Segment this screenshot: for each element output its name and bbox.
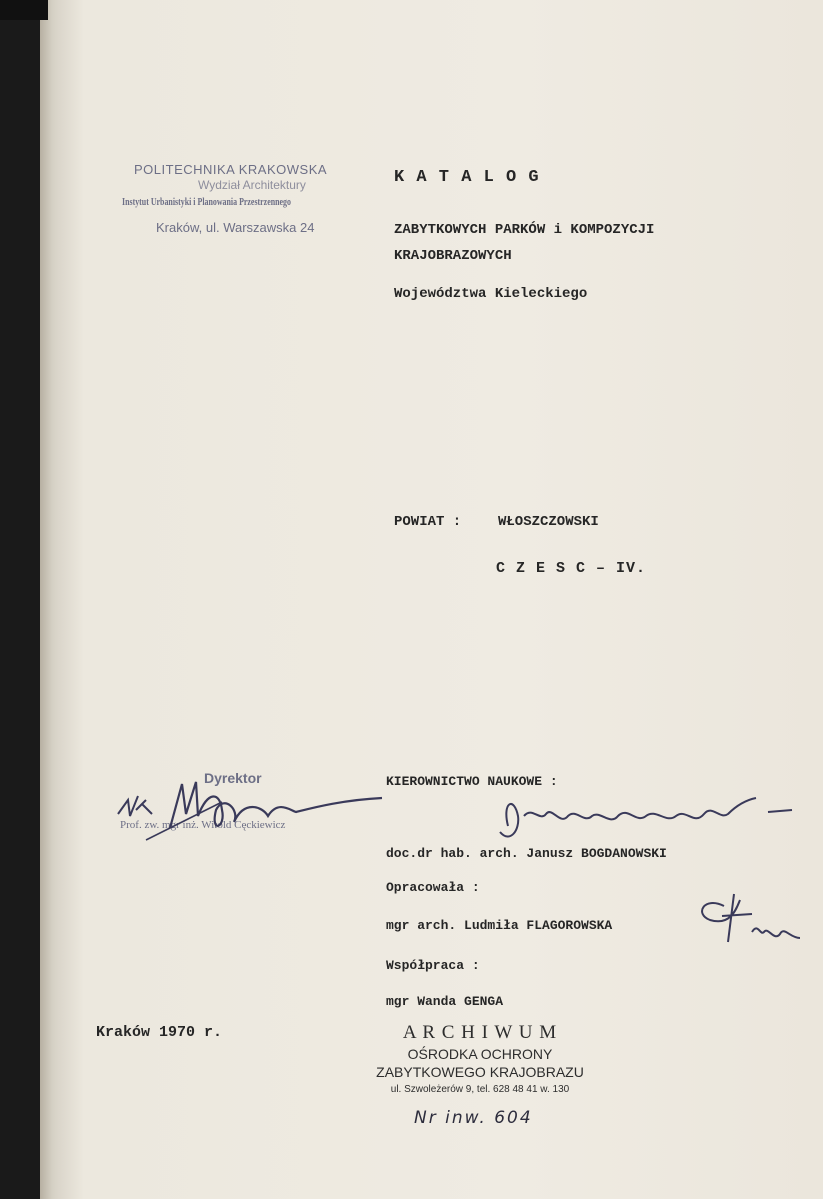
institute-stamp-line2: Wydział Architektury: [198, 178, 306, 192]
archive-stamp-line1: A R C H I W U M: [402, 1022, 558, 1043]
opracowala-label: Opracowała :: [386, 880, 480, 895]
binding-corner: [0, 0, 48, 20]
powiat-value: WŁOSZCZOWSKI: [498, 514, 599, 530]
kierownictwo-label: KIEROWNICTWO NAUKOWE :: [386, 774, 558, 789]
binding-edge: [0, 0, 64, 1199]
kierownictwo-name: doc.dr hab. arch. Janusz BOGDANOWSKI: [386, 846, 667, 861]
place-date: Kraków 1970 r.: [96, 1024, 223, 1041]
title-line1: ZABYTKOWYCH PARKÓW i KOMPOZYCJI: [394, 222, 655, 238]
katalog-heading: K A T A L O G: [394, 168, 540, 187]
institute-stamp-line1: POLITECHNIKA KRAKOWSKA: [134, 162, 328, 177]
powiat-label: POWIAT :: [394, 514, 462, 530]
opracowala-name: mgr arch. Ludmiła FLAGOROWSKA: [386, 918, 613, 933]
wspolpraca-label: Współpraca :: [386, 958, 480, 973]
wspolpraca-name: mgr Wanda GENGA: [386, 994, 504, 1009]
director-signature: [112, 770, 392, 850]
archive-stamp: [370, 1022, 590, 1095]
archive-stamp-line4: ul. Szwoleżerów 9, tel. 628 48 41 w. 130: [390, 1084, 570, 1095]
institute-stamp: [118, 158, 380, 238]
archive-stamp-line2: OŚRODKA OCHRONY: [407, 1046, 553, 1062]
kierownictwo-signature: [480, 786, 800, 850]
archive-stamp-line3: ZABYTKOWEGO KRAJOBRAZU: [376, 1064, 584, 1080]
director-stamp-title: Dyrektor: [204, 770, 262, 786]
part-number: C Z E S C – IV.: [496, 560, 647, 577]
title-line3: Województwa Kieleckiego: [394, 286, 588, 302]
director-stamp-name: Prof. zw. mgr inż. Witold Cęckiewicz: [120, 819, 286, 831]
institute-stamp-line4: Kraków, ul. Warszawska 24: [156, 220, 315, 235]
title-line2: KRAJOBRAZOWYCH: [394, 248, 512, 264]
institute-stamp-line3: Instytut Urbanistyki i Planowania Przestrzennego: [122, 196, 291, 208]
inventory-note: Nr inw. 604: [414, 1108, 533, 1128]
opracowala-signature: [690, 886, 816, 956]
